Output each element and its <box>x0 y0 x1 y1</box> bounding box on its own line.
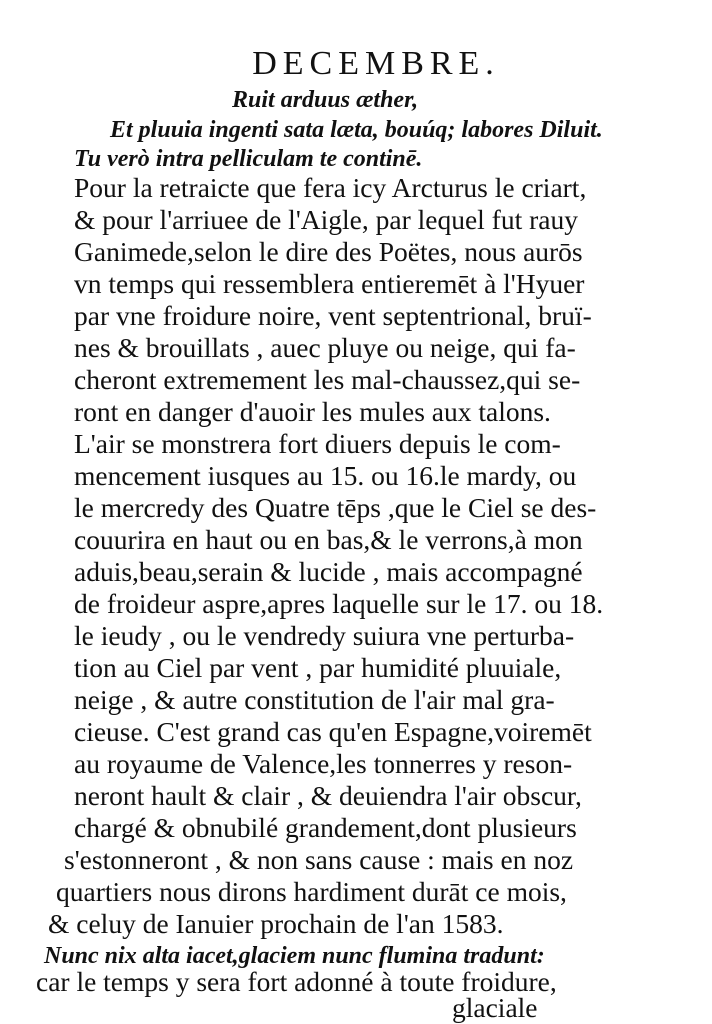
body-line-8: ront en danger d'auoir les mules aux talons. <box>74 396 551 427</box>
body-line-2: & pour l'arriuee de l'Aigle, par lequel fut rauy <box>74 204 578 235</box>
body-line-12: couurira en haut ou en bas,& le verrons,à mon <box>74 524 583 555</box>
body-line-20: neront hault & clair , & deuiendra l'air obscur, <box>74 780 582 811</box>
closing-line: car le temps y sera fort adonné à toute froidure, <box>36 966 557 997</box>
body-line-9: L'air se monstrera fort diuers depuis le com- <box>74 428 561 459</box>
closing-verse: Nunc nix alta iacet,glaciem nunc flumina tradunt: <box>44 943 545 969</box>
page-title: DECEMBRE. <box>252 45 500 82</box>
body-line-14: de froideur aspre,apres laquelle sur le 17. ou 18. <box>74 588 604 619</box>
body-line-22: s'estonneront , & non sans cause : mais en noz <box>64 844 574 875</box>
body-line-17: neige , & autre constitution de l'air mal gra- <box>74 684 555 715</box>
latin-verse-line-1: Ruit arduus æther, <box>232 87 419 113</box>
body-line-18: cieuse. C'est grand cas qu'en Espagne,voiremēt <box>74 716 592 747</box>
catchword: glaciale <box>452 992 538 1023</box>
body-line-3: Ganimede,selon le dire des Poëtes, nous aurōs <box>74 236 583 267</box>
body-line-15: le ieudy , ou le vendredy suiura vne perturba- <box>74 620 575 651</box>
body-line-23: quartiers nous dirons hardiment durāt ce mois, <box>56 876 567 907</box>
body-line-24: & celuy de Ianuier prochain de l'an 1583. <box>48 908 504 939</box>
body-line-4: vn temps qui ressemblera entieremēt à l'Hyuer <box>74 268 585 299</box>
body-line-5: par vne froidure noire, vent septentrional, bruï- <box>74 300 592 331</box>
body-line-19: au royaume de Valence,les tonnerres y reson- <box>74 748 573 779</box>
body-line-10: mencement iusques au 15. ou 16.le mardy, ou <box>74 460 577 491</box>
body-line-11: le mercredy des Quatre tēps ,que le Ciel se des- <box>74 492 597 523</box>
latin-verse-line-3: Tu verò intra pelliculam te continē. <box>74 146 423 172</box>
body-line-21: chargé & obnubilé grandement,dont plusieurs <box>74 812 577 843</box>
body-line-1: Pour la retraicte que fera icy Arcturus le criart, <box>74 172 587 203</box>
body-line-7: cheront extremement les mal-chaussez,qui se- <box>74 364 581 395</box>
latin-verse-line-2: Et pluuia ingenti sata læta, bouúq; labores Diluit. <box>110 117 603 143</box>
body-line-6: nes & brouillats , auec pluye ou neige, qui fa- <box>74 332 576 363</box>
body-line-16: tion au Ciel par vent , par humidité pluuiale, <box>74 652 562 683</box>
body-line-13: aduis,beau,serain & lucide , mais accompagné <box>74 556 583 587</box>
